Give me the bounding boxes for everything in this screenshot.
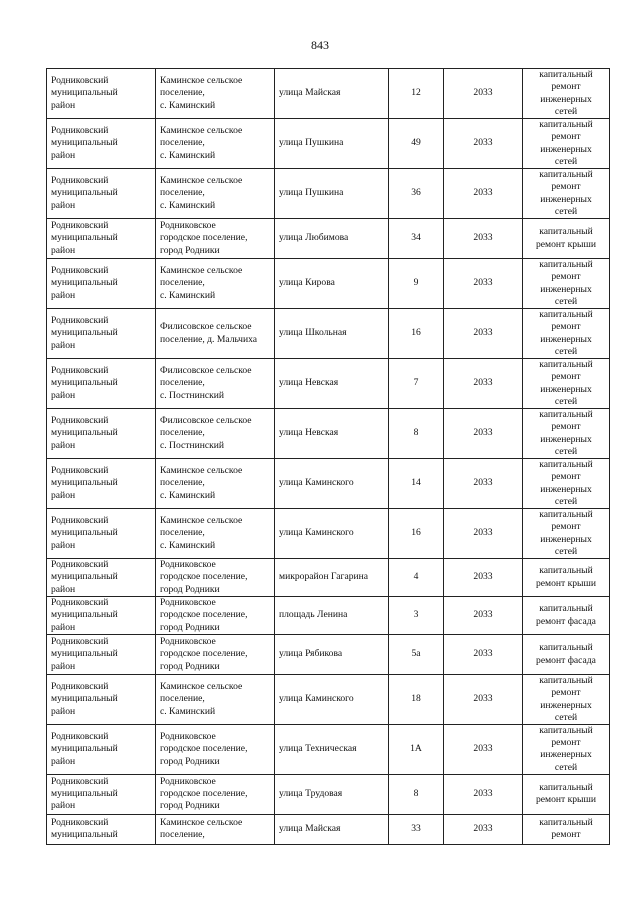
work-type-cell-text: капитальный ремонт крыши	[535, 782, 597, 806]
street-cell	[275, 725, 389, 775]
year-cell-text: 2033	[473, 327, 493, 339]
work-type-cell	[523, 725, 610, 775]
work-type-cell	[523, 459, 610, 509]
street-cell-text: улица Майская	[279, 823, 341, 835]
work-type-cell-text: капитальный ремонт инженерных сетей	[539, 725, 593, 773]
year-cell	[444, 359, 523, 409]
table-row	[47, 725, 610, 775]
settlement-cell-text: Каминское сельское поселение, с. Каминский	[160, 75, 243, 111]
work-type-cell	[523, 119, 610, 169]
district-cell-text: Родниковский муниципальный район	[51, 515, 118, 551]
table-row	[47, 119, 610, 169]
year-cell-text: 2033	[473, 609, 493, 621]
work-type-cell	[523, 259, 610, 309]
work-type-cell-text: капитальный ремонт инженерных сетей	[539, 409, 593, 457]
street-cell-text: улица Пушкина	[279, 137, 344, 149]
settlement-cell-text: Родниковское городское поселение, город Родники	[160, 636, 248, 672]
year-cell-text: 2033	[473, 427, 493, 439]
page-number: 843	[311, 38, 329, 52]
year-cell	[444, 409, 523, 459]
settlement-cell-text: Каминское сельское поселение, с. Каминский	[160, 265, 243, 301]
street-cell-text: улица Техническая	[279, 743, 357, 755]
street-cell	[275, 597, 389, 635]
settlement-cell-text: Каминское сельское поселение, с. Каминский	[160, 125, 243, 161]
year-cell-text: 2033	[473, 137, 493, 149]
house-number-cell-text: 1А	[410, 743, 422, 755]
house-number-cell-text: 18	[411, 693, 421, 705]
house-number-cell-text: 16	[411, 327, 421, 339]
settlement-cell-text: Каминское сельское поселение, с. Каминский	[160, 515, 243, 551]
year-cell-text: 2033	[473, 477, 493, 489]
district-cell-text: Родниковский муниципальный район	[51, 465, 118, 501]
table-row	[47, 309, 610, 359]
settlement-cell	[156, 559, 275, 597]
house-number-cell-text: 34	[411, 232, 421, 244]
district-cell	[47, 814, 156, 844]
year-cell	[444, 559, 523, 597]
year-cell	[444, 69, 523, 119]
district-cell-text: Родниковский муниципальный район	[51, 636, 118, 672]
settlement-cell	[156, 459, 275, 509]
settlement-cell-text: Родниковское городское поселение, город Родники	[160, 776, 248, 812]
work-type-cell	[523, 597, 610, 635]
settlement-cell	[156, 219, 275, 259]
street-cell	[275, 459, 389, 509]
year-cell	[444, 635, 523, 675]
table-row	[47, 69, 610, 119]
district-cell	[47, 309, 156, 359]
year-cell-text: 2033	[473, 648, 493, 660]
year-cell-text: 2033	[473, 823, 493, 835]
settlement-cell-text: Родниковское городское поселение, город Родники	[160, 220, 248, 256]
settlement-cell	[156, 725, 275, 775]
street-cell	[275, 409, 389, 459]
district-cell-text: Родниковский муниципальный район	[51, 415, 118, 451]
year-cell	[444, 814, 523, 844]
street-cell-text: улица Любимова	[279, 232, 349, 244]
district-cell	[47, 774, 156, 814]
street-cell-text: улица Пушкина	[279, 187, 344, 199]
district-cell	[47, 675, 156, 725]
street-cell-text: улица Каминского	[279, 477, 354, 489]
street-cell-text: улица Каминского	[279, 527, 354, 539]
work-type-cell-text: капитальный ремонт	[539, 817, 593, 841]
work-type-cell-text: капитальный ремонт инженерных сетей	[539, 359, 593, 407]
district-cell	[47, 459, 156, 509]
street-cell-text: улица Невская	[279, 377, 339, 389]
house-number-cell	[389, 814, 444, 844]
year-cell-text: 2033	[473, 788, 493, 800]
street-cell	[275, 119, 389, 169]
street-cell	[275, 774, 389, 814]
district-cell-text: Родниковский муниципальный район	[51, 559, 118, 595]
year-cell	[444, 509, 523, 559]
year-cell-text: 2033	[473, 743, 493, 755]
settlement-cell-text: Каминское сельское поселение, с. Каминский	[160, 465, 243, 501]
street-cell	[275, 169, 389, 219]
work-type-cell	[523, 509, 610, 559]
street-cell-text: улица Невская	[279, 427, 339, 439]
street-cell-text: микрорайон Гагарина	[279, 571, 369, 583]
table-row	[47, 459, 610, 509]
street-cell-text: улица Трудовая	[279, 788, 343, 800]
district-cell	[47, 409, 156, 459]
year-cell-text: 2033	[473, 87, 493, 99]
table-body	[47, 69, 610, 845]
house-number-cell-text: 4	[413, 571, 419, 583]
house-number-cell	[389, 359, 444, 409]
house-number-cell-text: 12	[411, 87, 421, 99]
settlement-cell	[156, 119, 275, 169]
house-number-cell	[389, 725, 444, 775]
year-cell-text: 2033	[473, 232, 493, 244]
table-row	[47, 409, 610, 459]
house-number-cell-text: 14	[411, 477, 421, 489]
work-type-cell-text: капитальный ремонт фасада	[536, 603, 596, 627]
house-number-cell-text: 49	[411, 137, 421, 149]
table-row	[47, 359, 610, 409]
year-cell-text: 2033	[473, 571, 493, 583]
year-cell	[444, 119, 523, 169]
year-cell-text: 2033	[473, 277, 493, 289]
settlement-cell	[156, 774, 275, 814]
table-row	[47, 597, 610, 635]
house-number-cell	[389, 119, 444, 169]
district-cell-text: Родниковский муниципальный район	[51, 265, 118, 301]
work-type-cell-text: капитальный ремонт крыши	[535, 226, 597, 250]
house-number-cell-text: 16	[411, 527, 421, 539]
settlement-cell-text: Родниковское городское поселение, город Родники	[160, 731, 248, 767]
house-number-cell	[389, 635, 444, 675]
district-cell-text: Родниковский муниципальный район	[51, 220, 118, 256]
settlement-cell	[156, 169, 275, 219]
district-cell	[47, 69, 156, 119]
work-type-cell	[523, 69, 610, 119]
house-number-cell	[389, 459, 444, 509]
year-cell	[444, 675, 523, 725]
district-cell	[47, 169, 156, 219]
house-number-cell-text: 9	[413, 277, 419, 289]
street-cell-text: улица Школьная	[279, 327, 347, 339]
house-number-cell-text: 3	[413, 609, 419, 621]
house-number-cell	[389, 309, 444, 359]
settlement-cell-text: Каминское сельское поселение,	[160, 817, 243, 841]
work-type-cell-text: капитальный ремонт инженерных сетей	[539, 69, 593, 117]
district-cell	[47, 509, 156, 559]
work-type-cell-text: капитальный ремонт инженерных сетей	[539, 459, 593, 507]
district-cell-text: Родниковский муниципальный	[51, 817, 118, 841]
street-cell	[275, 509, 389, 559]
district-cell-text: Родниковский муниципальный район	[51, 75, 118, 111]
district-cell-text: Родниковский муниципальный район	[51, 175, 118, 211]
settlement-cell-text: Каминское сельское поселение, с. Каминский	[160, 175, 243, 211]
settlement-cell	[156, 509, 275, 559]
work-type-cell	[523, 309, 610, 359]
district-cell	[47, 359, 156, 409]
district-cell-text: Родниковский муниципальный район	[51, 315, 118, 351]
district-cell	[47, 559, 156, 597]
settlement-cell	[156, 409, 275, 459]
settlement-cell	[156, 259, 275, 309]
street-cell	[275, 559, 389, 597]
house-number-cell-text: 5а	[411, 648, 421, 660]
year-cell	[444, 459, 523, 509]
table-row	[47, 814, 610, 844]
house-number-cell	[389, 219, 444, 259]
work-type-cell-text: капитальный ремонт инженерных сетей	[539, 509, 593, 557]
year-cell-text: 2033	[473, 693, 493, 705]
house-number-cell	[389, 169, 444, 219]
district-cell-text: Родниковский муниципальный район	[51, 597, 118, 633]
street-cell-text: площадь Ленина	[279, 609, 348, 621]
year-cell	[444, 597, 523, 635]
house-number-cell	[389, 69, 444, 119]
street-cell	[275, 814, 389, 844]
street-cell-text: улица Каминского	[279, 693, 354, 705]
settlement-cell	[156, 359, 275, 409]
work-type-cell-text: капитальный ремонт инженерных сетей	[539, 119, 593, 167]
settlement-cell	[156, 309, 275, 359]
work-type-cell-text: капитальный ремонт инженерных сетей	[539, 259, 593, 307]
settlement-cell-text: Родниковское городское поселение, город Родники	[160, 597, 248, 633]
table-row	[47, 635, 610, 675]
house-number-cell	[389, 774, 444, 814]
district-cell-text: Родниковский муниципальный район	[51, 731, 118, 767]
house-number-cell	[389, 597, 444, 635]
street-cell	[275, 309, 389, 359]
year-cell-text: 2033	[473, 187, 493, 199]
work-type-cell	[523, 774, 610, 814]
street-cell-text: улица Кирова	[279, 277, 335, 289]
house-number-cell	[389, 559, 444, 597]
work-type-cell	[523, 219, 610, 259]
street-cell	[275, 219, 389, 259]
year-cell	[444, 725, 523, 775]
settlement-cell-text: Филисовское сельское поселение, д. Мальчиха	[160, 321, 258, 345]
work-type-cell-text: капитальный ремонт фасада	[536, 642, 596, 666]
work-type-cell	[523, 675, 610, 725]
street-cell	[275, 69, 389, 119]
district-cell	[47, 725, 156, 775]
settlement-cell-text: Филисовское сельское поселение, с. Постнинский	[160, 365, 252, 401]
settlement-cell	[156, 69, 275, 119]
work-type-cell	[523, 169, 610, 219]
street-cell-text: улица Рябикова	[279, 648, 343, 660]
district-cell-text: Родниковский муниципальный район	[51, 681, 118, 717]
work-type-cell-text: капитальный ремонт инженерных сетей	[539, 309, 593, 357]
table-row	[47, 259, 610, 309]
district-cell	[47, 119, 156, 169]
district-cell-text: Родниковский муниципальный район	[51, 776, 118, 812]
work-type-cell-text: капитальный ремонт инженерных сетей	[539, 675, 593, 723]
district-cell	[47, 597, 156, 635]
settlement-cell-text: Родниковское городское поселение, город Родники	[160, 559, 248, 595]
year-cell-text: 2033	[473, 377, 493, 389]
year-cell	[444, 219, 523, 259]
street-cell-text: улица Майская	[279, 87, 341, 99]
house-number-cell-text: 36	[411, 187, 421, 199]
house-number-cell-text: 8	[413, 427, 419, 439]
settlement-cell-text: Каминское сельское поселение, с. Каминский	[160, 681, 243, 717]
year-cell	[444, 259, 523, 309]
year-cell	[444, 169, 523, 219]
house-number-cell	[389, 509, 444, 559]
table-row	[47, 675, 610, 725]
house-number-cell	[389, 409, 444, 459]
table-row	[47, 169, 610, 219]
work-type-cell	[523, 814, 610, 844]
street-cell	[275, 635, 389, 675]
repair-schedule-table	[46, 68, 610, 845]
settlement-cell	[156, 635, 275, 675]
year-cell	[444, 309, 523, 359]
district-cell	[47, 259, 156, 309]
district-cell	[47, 635, 156, 675]
work-type-cell	[523, 559, 610, 597]
house-number-cell-text: 7	[413, 377, 419, 389]
table-row	[47, 219, 610, 259]
street-cell	[275, 359, 389, 409]
house-number-cell	[389, 259, 444, 309]
house-number-cell-text: 33	[411, 823, 421, 835]
work-type-cell-text: капитальный ремонт крыши	[535, 565, 597, 589]
year-cell	[444, 774, 523, 814]
street-cell	[275, 675, 389, 725]
table-row	[47, 509, 610, 559]
street-cell	[275, 259, 389, 309]
house-number-cell	[389, 675, 444, 725]
district-cell-text: Родниковский муниципальный район	[51, 365, 118, 401]
work-type-cell	[523, 409, 610, 459]
settlement-cell	[156, 675, 275, 725]
settlement-cell	[156, 597, 275, 635]
work-type-cell	[523, 635, 610, 675]
district-cell-text: Родниковский муниципальный район	[51, 125, 118, 161]
house-number-cell-text: 8	[413, 788, 419, 800]
settlement-cell-text: Филисовское сельское поселение, с. Постнинский	[160, 415, 252, 451]
year-cell-text: 2033	[473, 527, 493, 539]
district-cell	[47, 219, 156, 259]
table-row	[47, 559, 610, 597]
table-row	[47, 774, 610, 814]
settlement-cell	[156, 814, 275, 844]
work-type-cell-text: капитальный ремонт инженерных сетей	[539, 169, 593, 217]
work-type-cell	[523, 359, 610, 409]
